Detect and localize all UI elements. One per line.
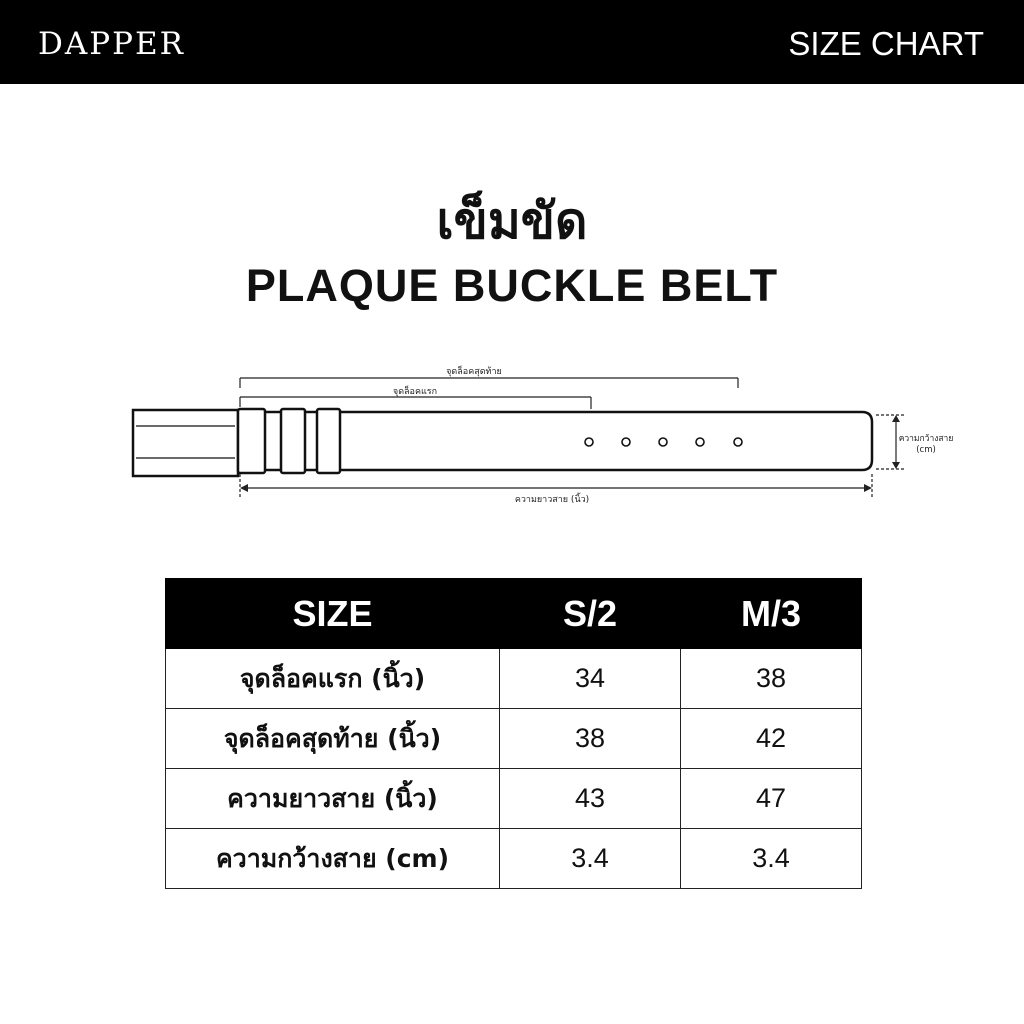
row-value-m3: 38 bbox=[681, 649, 862, 709]
row-value-m3: 3.4 bbox=[681, 829, 862, 889]
width-label-line2: (cm) bbox=[916, 445, 936, 455]
belt-diagram bbox=[0, 350, 1024, 520]
row-value-m3: 42 bbox=[681, 709, 862, 769]
belt-hole bbox=[734, 438, 742, 446]
row-label: จุดล็อคสุดท้าย (นิ้ว) bbox=[166, 709, 500, 769]
belt-hole bbox=[696, 438, 704, 446]
row-label: ความกว้างสาย (cm) bbox=[166, 829, 500, 889]
header-bar bbox=[0, 0, 1024, 84]
first-hole-label: จุดล็อคแรก bbox=[392, 387, 438, 397]
size-table bbox=[165, 578, 862, 889]
row-value-s2: 34 bbox=[500, 649, 681, 709]
row-label: จุดล็อคแรก (นิ้ว) bbox=[166, 649, 500, 709]
table-row bbox=[166, 709, 862, 769]
first-hole-bracket bbox=[240, 397, 591, 409]
page-title-thai: เข็มขัด bbox=[436, 192, 588, 250]
belt-hole bbox=[622, 438, 630, 446]
buckle-plaque bbox=[133, 410, 238, 476]
row-value-s2: 43 bbox=[500, 769, 681, 829]
header-m3: M/3 bbox=[681, 579, 862, 649]
belt-loops bbox=[238, 409, 340, 473]
size-chart-label: SIZE CHART bbox=[788, 25, 984, 62]
brand-logo: DAPPER bbox=[38, 26, 185, 62]
row-value-s2: 38 bbox=[500, 709, 681, 769]
table-header-row bbox=[166, 579, 862, 649]
last-hole-bracket bbox=[240, 378, 738, 388]
last-hole-label: จุดล็อคสุดท้าย bbox=[446, 367, 502, 377]
row-value-s2: 3.4 bbox=[500, 829, 681, 889]
row-value-m3: 47 bbox=[681, 769, 862, 829]
width-label-line1: ความกว้างสาย bbox=[898, 434, 954, 444]
header-size: SIZE bbox=[166, 579, 500, 649]
belt-hole bbox=[585, 438, 593, 446]
row-label: ความยาวสาย (นิ้ว) bbox=[166, 769, 500, 829]
table-row bbox=[166, 649, 862, 709]
table-row bbox=[166, 829, 862, 889]
length-label: ความยาวสาย (นิ้ว) bbox=[514, 495, 590, 505]
table-row bbox=[166, 769, 862, 829]
header-s2: S/2 bbox=[500, 579, 681, 649]
page-title-english: PLAQUE BUCKLE BELT bbox=[245, 260, 779, 311]
belt-hole bbox=[659, 438, 667, 446]
